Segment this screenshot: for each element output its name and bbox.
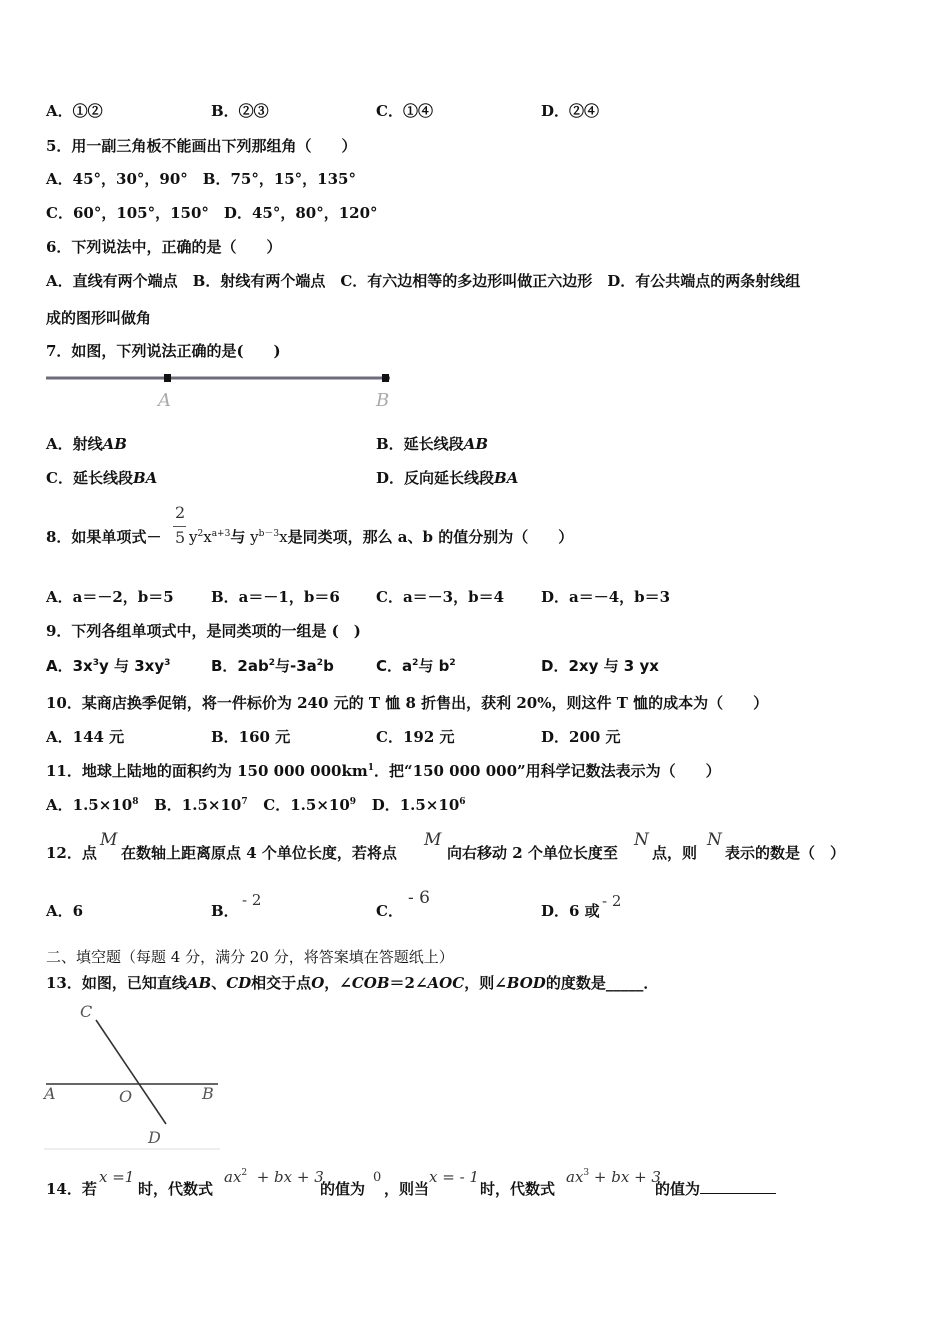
q10-option-a: A．144 元 (46, 728, 125, 746)
q12-option-b-value: - 2 (242, 891, 262, 909)
point-b-marker (382, 374, 389, 382)
q4-option-b: B．②③ (211, 102, 269, 120)
q9-option-c: C．$a^2$与 $b^2$ (376, 657, 456, 675)
q11-option-b: B．$1.5\times 10^7$ (154, 796, 248, 814)
q12-option-d: D．6 或 (541, 902, 600, 920)
q12-option-c: C． (376, 902, 403, 920)
q7-stem: 7．如图，下列说法正确的是( ) (46, 342, 281, 360)
q14-x-equals-1: x =1 (99, 1168, 135, 1186)
q11-options (46, 795, 466, 818)
q7-option-d: D．反向延长线段BA (376, 469, 519, 487)
q10-option-c: C．192 元 (376, 728, 455, 746)
q9-stem: 9．下列各组单项式中，是同类项的一组是 ( ) (46, 622, 361, 640)
q10-option-d: D．200 元 (541, 728, 621, 746)
q13-stem: 13．如图，已知直线AB、CD相交于点O，∠COB＝2∠AOC，则∠BOD的度数是_____． (46, 974, 659, 992)
q7-option-c: C．延长线段BA (46, 469, 158, 487)
q14-part4: ，则当 (384, 1180, 430, 1198)
q14-part5: 时，代数式 (480, 1180, 556, 1198)
q14-expr1: $ax^2$ + bx + 3 (224, 1168, 324, 1186)
q14-x-equals-minus-1: x = - 1 (429, 1168, 479, 1186)
q12-part1: 12．点 (46, 844, 97, 862)
q12-part5: 表示的数是（ ） (725, 844, 846, 862)
q9-option-d: D．2xy 与 3 yx (541, 657, 659, 675)
q12-part2: 在数轴上距离原点 4 个单位长度，若将点 (121, 844, 397, 862)
q7-option-b: B．延长线段AB (376, 435, 489, 453)
section-2-heading: 二、填空题（每题 4 分，满分 20 分，将答案填在答题纸上） (46, 948, 454, 966)
q10-option-b: B．160 元 (211, 728, 291, 746)
point-a-marker (164, 374, 171, 382)
q5-options-row1: A．45°，30°，90° B．75°，15°，135° (46, 170, 356, 188)
q8-monomials: $y^2x^{a+3}$与 $y^{b-3}x$是同类项，那么 a、b 的值分别为（ ） (189, 528, 574, 546)
q12-option-d-value: - 2 (602, 892, 622, 910)
q12-point-m-2: M (424, 830, 442, 850)
q14-part1: 14．若 (46, 1180, 97, 1198)
q11-option-c: C．$1.5\times 10^9$ (263, 796, 357, 814)
q11-stem: 11．地球上陆地的面积约为 150 000 $000km^1$．把“150 000 000”用科学记数法表示为（ ） (46, 762, 721, 780)
q6-options-line2: 成的图形叫做角 (46, 309, 152, 327)
q9-option-a: A．$3x^3y$ 与 $3xy^3$ (46, 657, 171, 675)
q12-option-a: A．6 (46, 902, 84, 920)
label-a: A (44, 1084, 56, 1103)
q8-option-a: A．a＝－2，b＝5 (46, 588, 174, 606)
point-a-label: A (158, 390, 171, 411)
q8-option-c: C．a＝－3，b＝4 (376, 588, 505, 606)
q9-option-b: B．$2ab^2$与$-3a^2b$ (211, 657, 334, 675)
q14-answer-blank (700, 1179, 776, 1194)
q12-point-n-2: N (707, 830, 722, 850)
q8-option-d: D．a＝－4，b＝3 (541, 588, 671, 606)
q8-option-b: B．a＝－1，b＝6 (211, 588, 340, 606)
q12-point-n: N (634, 830, 649, 850)
q5-stem: 5．用一副三角板不能画出下列那组角（ ） (46, 137, 357, 155)
q4-option-d: D．②④ (541, 102, 600, 120)
q11-option-d: D．$1.5\times 10^6$ (371, 796, 466, 814)
q8-prefix: 8．如果单项式－ (46, 528, 162, 546)
q10-stem: 10．某商店换季促销，将一件标价为 240 元的 T 恤 8 折售出，获利 20%，则这件 T 恤的成本为（ ） (46, 694, 769, 712)
q12-point-m: M (100, 830, 118, 850)
q6-stem: 6．下列说法中，正确的是（ ） (46, 238, 282, 256)
q8-fraction-numerator: 2 (175, 503, 186, 522)
line-cd (96, 1020, 166, 1124)
q7-ray-figure (40, 368, 400, 414)
label-c: C (80, 1002, 93, 1021)
q6-options-line1: A．直线有两个端点 B．射线有两个端点 C．有六边相等的多边形叫做正六边形 D．有公共端点的两条射线组 (46, 272, 801, 290)
q14-part2: 时，代数式 (138, 1180, 214, 1198)
q12-part3: 向右移动 2 个单位长度至 (447, 844, 618, 862)
q14-part6: 的值为 (655, 1179, 776, 1199)
q12-option-b: B． (211, 902, 239, 920)
q14-expr2: $ax^3$ + bx + 3 (566, 1168, 661, 1186)
label-d: D (148, 1128, 161, 1147)
q8-fraction-denominator: 5 (175, 528, 186, 547)
point-b-label: B (376, 390, 390, 411)
q5-options-row2: C．60°，105°，150° D．45°，80°，120° (46, 204, 378, 222)
q4-option-c: C．①④ (376, 102, 433, 120)
q8-fraction-bar (173, 526, 186, 527)
q11-option-a: A．$1.5\times 10^8$ (46, 796, 139, 814)
q14-value-0: 0 (373, 1170, 382, 1185)
q7-option-a: A．射线AB (46, 435, 127, 453)
label-b: B (202, 1084, 214, 1103)
label-o: O (119, 1087, 133, 1106)
q14-part3: 的值为 (320, 1180, 366, 1198)
q12-option-c-value: - 6 (408, 888, 430, 908)
q12-part4: 点，则 (652, 844, 698, 862)
q13-intersecting-lines-figure (40, 1000, 225, 1152)
q4-option-a: A．①② (46, 102, 103, 120)
